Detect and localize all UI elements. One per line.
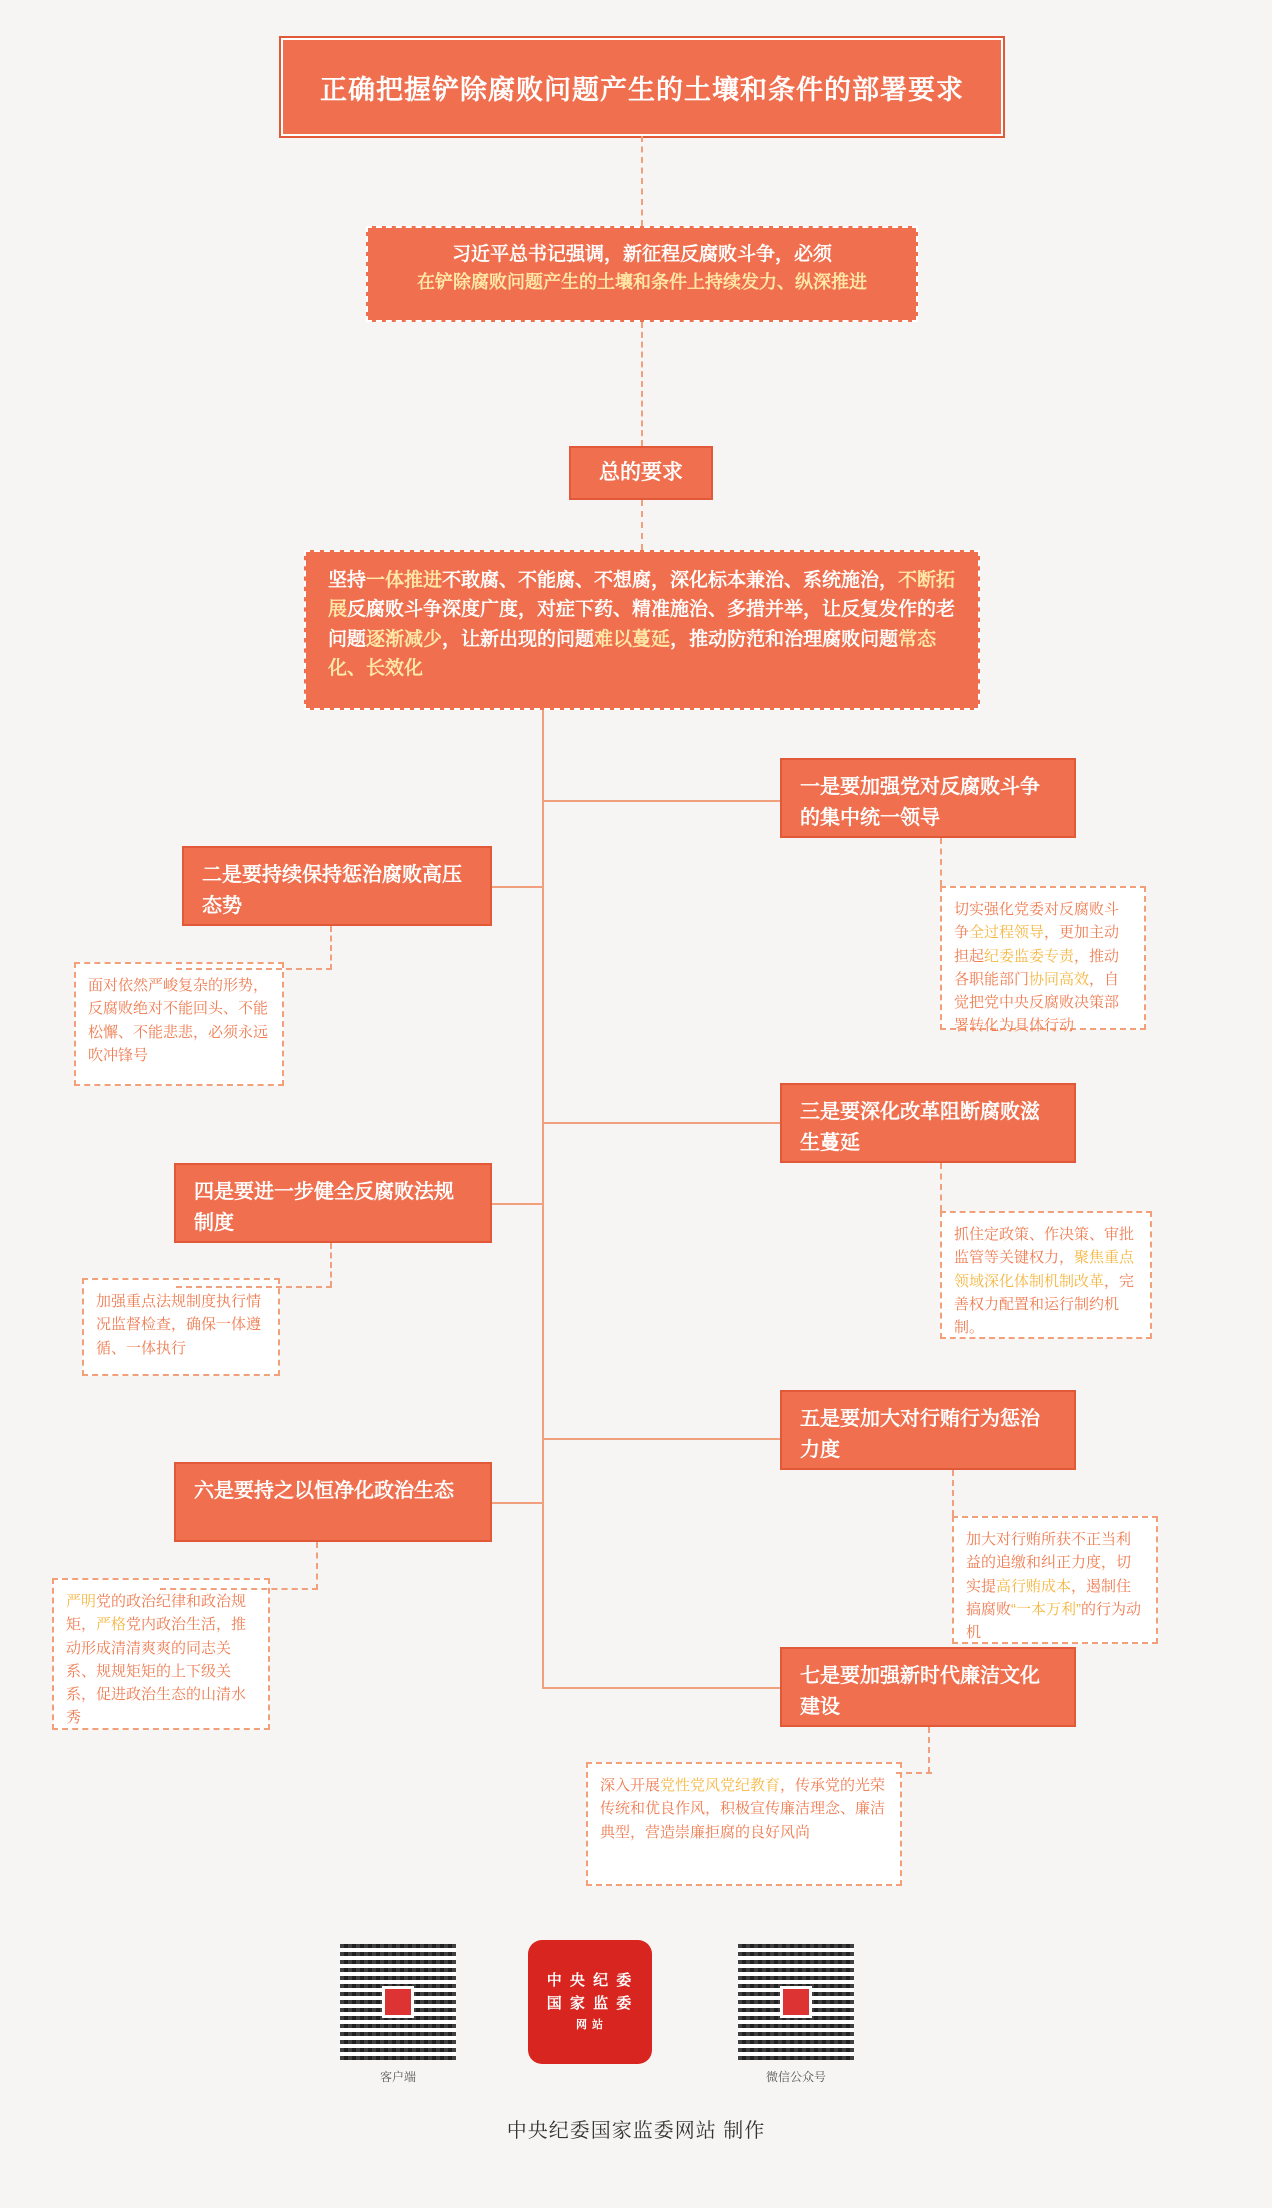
qr-center-mark-app — [382, 1986, 414, 2018]
connector-five — [952, 1470, 954, 1516]
connector-two-elbow — [176, 968, 332, 970]
branch-stub-one — [542, 800, 780, 802]
connector-six — [316, 1542, 318, 1590]
branch-stub-six — [492, 1502, 542, 1504]
seal-line-3: 网 站 — [575, 2019, 605, 2032]
qr-label-app: 客户端 — [379, 2070, 416, 2084]
branch-stub-four — [492, 1203, 542, 1205]
item-six-heading: 六是要持之以恒净化政治生态 — [174, 1462, 492, 1542]
overall-text-h5: 常态化、长效化 — [328, 628, 937, 680]
connector-seven-elbow — [896, 1772, 932, 1774]
item-five-detail: 加大对行贿所获不正当利益的追缴和纠正力度，切实提高行贿成本，遏制住搞腐败“一本万利”的行为动机 — [952, 1516, 1158, 1644]
qr-code-wechat — [738, 1944, 854, 2060]
seal-line-1: 中 央 纪 委 — [546, 1972, 634, 1990]
item-six-detail: 严明党的政治纪律和政治规矩，严格党内政治生活，推动形成清清爽爽的同志关系、规规矩矩的上下级关系，促进政治生态的山清水秀 — [52, 1578, 270, 1730]
connector-four-elbow — [176, 1286, 332, 1288]
item-one-heading: 一是要加强党对反腐败斗争的集中统一领导 — [780, 758, 1076, 838]
overall-label-box: 总的要求 — [569, 446, 713, 500]
item-seven-detail: 深入开展党性党风党纪教育，传承党的光荣传统和优良作风，积极宣传廉洁理念、廉洁典型，营造崇廉拒腐的良好风尚 — [586, 1762, 902, 1886]
connector-four — [330, 1243, 332, 1287]
page-title: 正确把握铲除腐败问题产生的土壤和条件的部署要求 — [281, 38, 1003, 136]
item-four-detail: 加强重点法规制度执行情况监督检查，确保一体遵循、一体执行 — [82, 1278, 280, 1376]
overall-text-p1: 坚持 — [328, 570, 367, 591]
main-spine — [542, 710, 544, 1687]
overall-text-h3: 逐渐减少 — [366, 628, 443, 650]
item-two-heading: 二是要持续保持惩治腐败高压态势 — [182, 846, 492, 926]
qr-code-app — [340, 1944, 456, 2060]
overall-text-p3: 反腐败斗争深度广度，对症下药、精准施治、多措并举，让反复发作的老问题 — [328, 599, 956, 650]
qr-center-mark-wechat — [780, 1986, 812, 2018]
connector-six-elbow — [160, 1588, 318, 1590]
overall-text-h4: 难以蔓延 — [594, 628, 671, 650]
connector-quote-overall — [641, 322, 643, 446]
branch-stub-three — [542, 1122, 780, 1124]
branch-stub-seven — [542, 1687, 780, 1689]
item-three-detail: 抓住定政策、作决策、审批监管等关键权力，聚焦重点领域深化体制机制改革，完善权力配置和运行制约机制。 — [940, 1211, 1152, 1339]
item-one-detail: 切实强化党委对反腐败斗争全过程领导，更加主动担起纪委监委专责，推动各职能部门协同高效，自觉把党中央反腐败决策部署转化为具体行动 — [940, 886, 1146, 1030]
overall-text-p4: ，让新出现的问题 — [442, 628, 595, 650]
overall-text-p2: 不敢腐、不能腐、不想腐，深化标本兼治、系统施治， — [442, 570, 899, 591]
qr-label-wechat: 微信公众号 — [765, 2070, 826, 2084]
connector-seven — [928, 1727, 930, 1773]
quote-line2: 在铲除腐败问题产生的土壤和条件上持续发力、纵深推进 — [417, 272, 867, 293]
item-two-detail: 面对依然严峻复杂的形势，反腐败绝对不能回头、不能松懈、不能悲悲，必须永远吹冲锋号 — [74, 962, 284, 1086]
overall-text-box — [304, 550, 980, 710]
connector-one — [940, 838, 942, 886]
quote-line1: 习近平总书记强调，新征程反腐败斗争，必须 — [451, 244, 832, 265]
seal-line-2: 国 家 监 委 — [546, 1994, 634, 2012]
overall-text-h2: 不断拓展 — [328, 570, 956, 621]
connector-two — [330, 926, 332, 970]
quote-box — [366, 226, 918, 322]
credit-line: 中央纪委国家监委网站 制作 — [506, 2120, 766, 2142]
branch-stub-two — [492, 886, 542, 888]
connector-overall-text — [641, 500, 643, 550]
item-four-heading: 四是要进一步健全反腐败法规制度 — [174, 1163, 492, 1243]
item-seven-heading: 七是要加强新时代廉洁文化建设 — [780, 1647, 1076, 1727]
connector-three — [940, 1163, 942, 1211]
overall-text-p5: ，推动防范和治理腐败问题 — [670, 628, 899, 650]
item-three-heading: 三是要深化改革阻断腐败滋生蔓延 — [780, 1083, 1076, 1163]
overall-text-h1: 一体推进 — [366, 570, 443, 591]
item-five-heading: 五是要加大对行贿行为惩治力度 — [780, 1390, 1076, 1470]
branch-stub-five — [542, 1438, 780, 1440]
official-seal — [532, 1944, 648, 2060]
connector-title-quote — [641, 136, 643, 226]
